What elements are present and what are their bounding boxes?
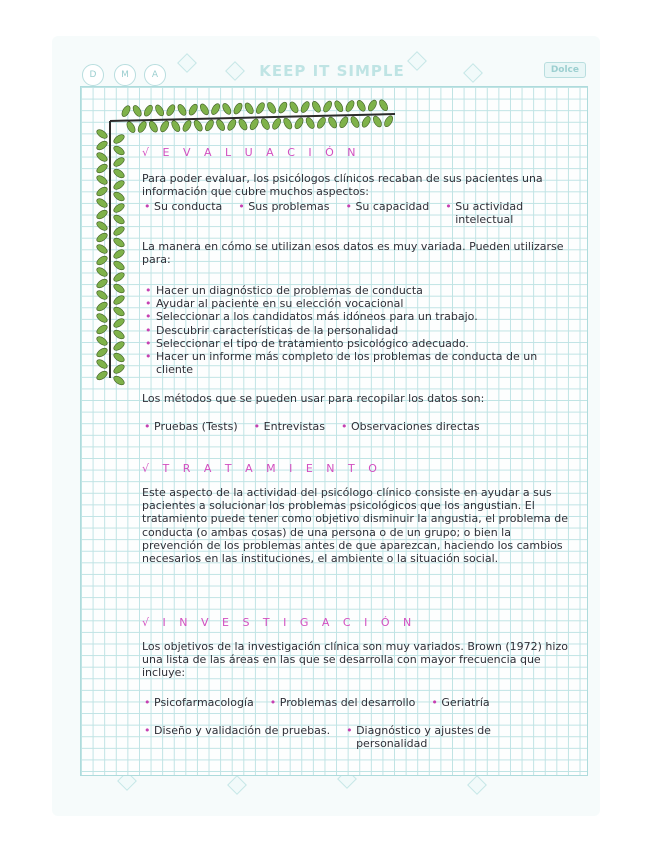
leaf-icon bbox=[131, 104, 143, 118]
tratamiento-heading: √ T R A T A M I E N T O bbox=[142, 462, 382, 475]
leaf-icon bbox=[159, 120, 171, 134]
leaf-icon bbox=[95, 335, 109, 347]
leaf-icon bbox=[95, 231, 109, 243]
leaf-icon bbox=[299, 100, 311, 114]
aspect-item: • Su capacidad bbox=[343, 200, 429, 226]
leaf-icon bbox=[181, 119, 193, 133]
method-item: • Entrevistas bbox=[252, 420, 325, 433]
area-item: • Geriatría bbox=[429, 696, 489, 709]
area-item: • Diagnóstico y ajustes de personalidad bbox=[344, 724, 526, 750]
leaf-icon bbox=[95, 312, 109, 324]
leaf-icon bbox=[112, 282, 126, 294]
methods-intro: Los métodos que se pueden usar para recopilar los datos son: bbox=[142, 392, 485, 405]
leaf-icon bbox=[95, 277, 109, 289]
leaf-icon bbox=[237, 118, 249, 132]
leaf-icon bbox=[112, 317, 126, 329]
leaf-icon bbox=[95, 243, 109, 255]
aspect-item: • Su actividad intelectual bbox=[443, 200, 535, 226]
leaf-icon bbox=[112, 271, 126, 283]
leaf-icon bbox=[112, 374, 126, 386]
leaf-icon bbox=[170, 119, 182, 133]
leaf-icon bbox=[112, 225, 126, 237]
use-item: • Ayudar al paciente en su elección vocacional bbox=[142, 297, 572, 310]
leaf-icon bbox=[112, 328, 126, 340]
leaf-icon bbox=[176, 103, 188, 117]
leaf-icon bbox=[199, 103, 211, 117]
methods-list bbox=[142, 420, 572, 433]
leaf-icon bbox=[95, 208, 109, 220]
leaf-icon bbox=[311, 100, 323, 114]
leaf-icon bbox=[143, 104, 155, 118]
leaf-icon bbox=[95, 346, 109, 358]
use-item: • Descubrir características de la personalidad bbox=[142, 324, 572, 337]
leaf-icon bbox=[95, 266, 109, 278]
leaf-icon bbox=[187, 103, 199, 117]
leaf-icon bbox=[355, 99, 367, 113]
tratamiento-body: Este aspecto de la actividad del psicólogo clínico consiste en ayudar a sus pacientes a solucionar los problemas psicológicos que los angustian. El tratamiento puede tener como objetivo disminuir la angustia, el problema de conducta (o ambas cosas) de una persona o de un grupo; o bien la prevención de los problemas antes de que aparezcan, haciendo los cambios necesarios en las instituciones, el ambiente o la situación social. bbox=[142, 486, 569, 566]
leaf-icon bbox=[383, 114, 395, 128]
leaf-icon bbox=[112, 213, 126, 225]
header-circle-a: A bbox=[144, 64, 166, 86]
leaf-icon bbox=[95, 197, 109, 209]
areas-list-row2 bbox=[142, 724, 572, 750]
leaf-icon bbox=[112, 248, 126, 260]
leaf-icon bbox=[95, 323, 109, 335]
leaf-icon bbox=[338, 115, 350, 129]
method-item: • Pruebas (Tests) bbox=[142, 420, 238, 433]
leaf-icon bbox=[95, 162, 109, 174]
aspects-list bbox=[142, 200, 572, 226]
leaf-icon bbox=[372, 115, 384, 129]
leaf-icon bbox=[266, 101, 278, 115]
leaf-icon bbox=[210, 102, 222, 116]
leaf-icon bbox=[367, 99, 379, 113]
leaf-icon bbox=[112, 156, 126, 168]
leaf-icon bbox=[248, 118, 260, 132]
leaf-icon bbox=[293, 117, 305, 131]
leaf-icon bbox=[215, 118, 227, 132]
leaf-icon bbox=[204, 119, 216, 133]
evaluacion-heading: √ E V A L U A C I Ó N bbox=[142, 146, 361, 159]
leaf-icon bbox=[95, 185, 109, 197]
leaf-icon bbox=[136, 120, 148, 134]
leaf-icon bbox=[327, 116, 339, 130]
uses-intro: La manera en cómo se utilizan esos datos es muy variada. Pueden utilizarse para: bbox=[142, 240, 564, 267]
leaf-icon bbox=[378, 98, 390, 112]
leaf-icon bbox=[112, 179, 126, 191]
leaf-icon bbox=[112, 351, 126, 363]
leaf-icon bbox=[232, 102, 244, 116]
leaf-icon bbox=[221, 102, 233, 116]
leaf-icon bbox=[165, 103, 177, 117]
leaf-icon bbox=[95, 369, 109, 381]
leaf-icon bbox=[316, 116, 328, 130]
uses-list bbox=[142, 284, 572, 376]
leaf-icon bbox=[95, 139, 109, 151]
area-item: • Problemas del desarrollo bbox=[268, 696, 416, 709]
areas-list-row1 bbox=[142, 696, 572, 709]
leaf-icon bbox=[112, 202, 126, 214]
use-item: • Hacer un informe más completo de los problemas de conducta de un cliente bbox=[142, 350, 556, 376]
aspect-item: • Su conducta bbox=[142, 200, 222, 226]
leaf-icon bbox=[112, 340, 126, 352]
brand-title: KEEP IT SIMPLE bbox=[259, 62, 405, 80]
leaf-icon bbox=[349, 115, 361, 129]
leaf-icon bbox=[112, 144, 126, 156]
header-circle-d: D bbox=[82, 64, 104, 86]
leaf-icon bbox=[95, 254, 109, 266]
leaf-icon bbox=[282, 117, 294, 131]
leaf-icon bbox=[154, 104, 166, 118]
leaf-icon bbox=[112, 167, 126, 179]
leaf-icon bbox=[277, 101, 289, 115]
leaf-icon bbox=[112, 236, 126, 248]
leaf-icon bbox=[243, 102, 255, 116]
leaf-icon bbox=[95, 289, 109, 301]
method-item: • Observaciones directas bbox=[339, 420, 480, 433]
area-item: • Diseño y validación de pruebas. bbox=[142, 724, 330, 750]
header-circle-m: M bbox=[114, 64, 136, 86]
leaf-icon bbox=[255, 101, 267, 115]
leaf-icon bbox=[192, 119, 204, 133]
leaf-icon bbox=[260, 117, 272, 131]
leaf-icon bbox=[226, 118, 238, 132]
leaf-icon bbox=[112, 305, 126, 317]
use-item: • Seleccionar el tipo de tratamiento psicológico adecuado. bbox=[142, 337, 572, 350]
leaf-icon bbox=[288, 101, 300, 115]
brand-badge: Dolce bbox=[544, 62, 586, 78]
leaf-icon bbox=[360, 115, 372, 129]
leaf-icon bbox=[322, 100, 334, 114]
leaf-icon bbox=[125, 120, 137, 134]
leaf-icon bbox=[120, 104, 132, 118]
leaf-icon bbox=[304, 116, 316, 130]
leaf-icon bbox=[95, 128, 109, 140]
investigacion-body: Los objetivos de la investigación clínica son muy variados. Brown (1972) hizo una lista de las áreas en las que se desarrolla con mayor frecuencia que incluye: bbox=[142, 640, 568, 680]
leaf-icon bbox=[112, 259, 126, 271]
leaf-icon bbox=[95, 174, 109, 186]
leaf-icon bbox=[112, 190, 126, 202]
leaf-icon bbox=[95, 151, 109, 163]
investigacion-heading: √ I N V E S T I G A C I Ó N bbox=[142, 616, 417, 629]
leaf-icon bbox=[95, 220, 109, 232]
leaf-icon bbox=[344, 99, 356, 113]
area-item: • Psicofarmacología bbox=[142, 696, 254, 709]
use-item: • Hacer un diagnóstico de problemas de conducta bbox=[142, 284, 572, 297]
evaluacion-intro: Para poder evaluar, los psicólogos clínicos recaban de sus pacientes una información que cubre muchos aspectos: bbox=[142, 172, 543, 199]
aspect-item: • Sus problemas bbox=[236, 200, 329, 226]
use-item: • Seleccionar a los candidatos más idóneos para un trabajo. bbox=[142, 310, 572, 323]
leaf-icon bbox=[271, 117, 283, 131]
leaf-icon bbox=[333, 99, 345, 113]
leaf-icon bbox=[95, 358, 109, 370]
leaf-icon bbox=[148, 120, 160, 134]
leaf-icon bbox=[112, 133, 126, 145]
leaf-icon bbox=[112, 363, 126, 375]
leaf-icon bbox=[112, 294, 126, 306]
leaf-icon bbox=[95, 300, 109, 312]
